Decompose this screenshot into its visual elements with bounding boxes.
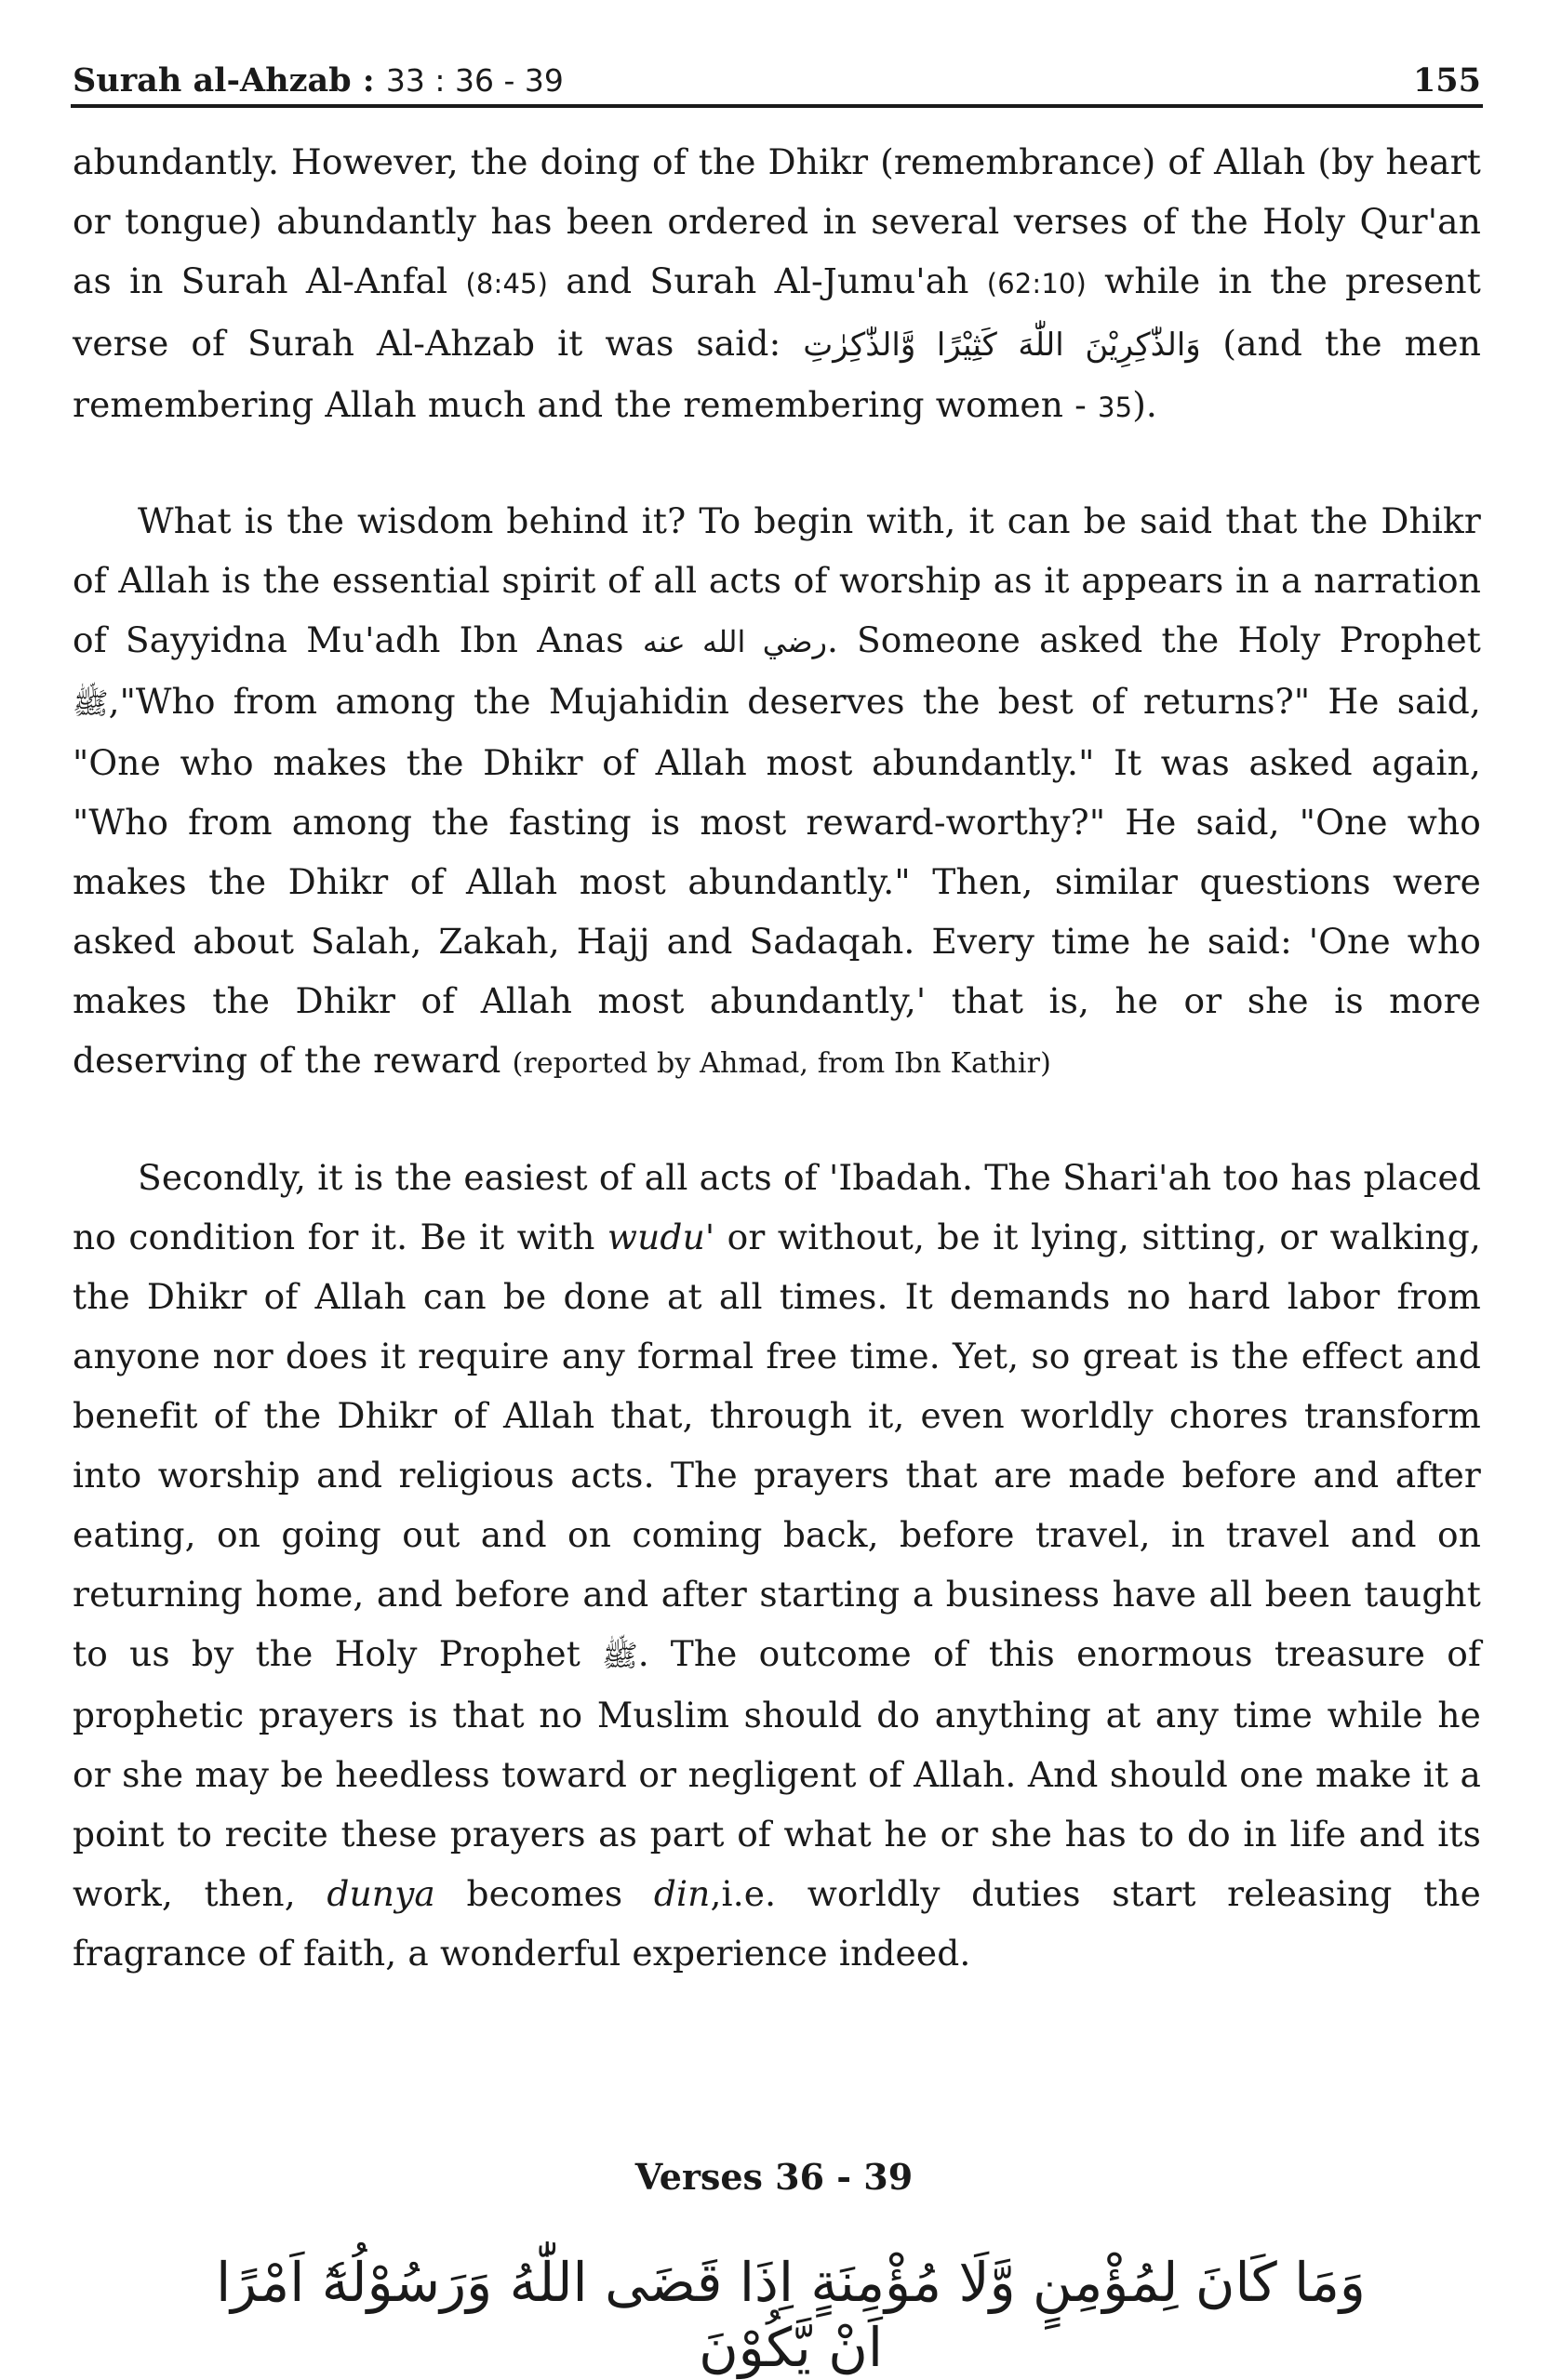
verse-ref: (62:10) bbox=[986, 268, 1087, 299]
paragraph-3 bbox=[73, 1148, 1481, 1983]
text-run: becomes bbox=[434, 1873, 654, 1914]
running-header bbox=[73, 43, 1481, 99]
arabic-verse: وَمَا كَانَ لِمُؤْمِنٍ وَّلَا مُؤْمِنَةٍ اِذَا قَضَى اللّٰهُ وَرَسُوْلُهٗٓ اَمْرًا اَنْ يَّكُوْنَ bbox=[216, 2251, 1366, 2379]
verse-reference: 33 : 36 - 39 bbox=[385, 61, 564, 99]
italic-term: dunya bbox=[327, 1873, 435, 1914]
text-run: ,i.e. worldly duties start releasing the fragrance of faith, a wonderful experience indeed. bbox=[73, 1873, 1481, 1974]
honorific-ligature: ﷺ bbox=[602, 1638, 638, 1673]
text-run: while in the present verse of Surah Al-Ahzab it was said: bbox=[73, 260, 1481, 364]
verse-ref: (8:45) bbox=[465, 268, 549, 299]
text-run: ,"Who from among the Mujahidin deserves the best of returns?" He said, "One who makes the Dhikr of Allah most abundantly." It was asked again, "Who from among the fasting is most reward-worthy?" He said, "One who makes the Dhikr of Allah most abundantly." Then, similar questions were asked about Salah, Zakah, Hajj and Sadaqah. Every time he said: 'One who makes the Dhikr of Allah most abundantly,' that is, he or she is more deserving of the reward bbox=[73, 681, 1481, 1081]
paragraph-2 bbox=[73, 491, 1481, 1094]
text-run: abundantly. However, the doing of the Dhikr (remembrance) of Allah (by heart or tongue) abundantly has been ordered in several verses of the Holy Qur'an as in Surah Al-Anfal bbox=[73, 141, 1481, 301]
text-run: and Surah Al-Jumu'ah bbox=[548, 260, 987, 301]
italic-term: wudu' bbox=[607, 1217, 715, 1257]
header-rule bbox=[71, 104, 1483, 108]
surah-title: Surah al-Ahzab bbox=[73, 60, 352, 100]
text-run: or without, be it lying, sitting, or walking, the Dhikr of Allah can be done at all times. It demands no hard labor from anyone nor does it require any formal free time. Yet, so great is the effect and benefit of the Dhikr of Allah that, through it, even worldly chores transform into worship and religious acts. The prayers that are made before and after eating, on going out and on coming back, before travel, in travel and on returning home, and before and after starting a business have all been taught to us by the Holy Prophet bbox=[73, 1217, 1481, 1674]
header-left bbox=[73, 60, 564, 100]
text-run: ). bbox=[1132, 384, 1157, 425]
text-run: . Someone asked the Holy Prophet bbox=[827, 619, 1482, 660]
italic-term: din bbox=[653, 1873, 711, 1914]
verse-ref: 35 bbox=[1098, 392, 1133, 423]
citation: (reported by Ahmad, from Ibn Kathir) bbox=[512, 1047, 1051, 1080]
paragraph-1 bbox=[73, 132, 1481, 437]
honorific-ligature: ﷺ bbox=[73, 685, 109, 721]
text-run: Secondly, it is the easiest of all acts of 'Ibadah. The Shari'ah too has placed no condition for it. Be it with bbox=[73, 1157, 1481, 1257]
text-run: . The outcome of this enormous treasure of prophetic prayers is that no Muslim should do anything at any time while he or she may be heedless toward or negligent of Allah. And should one make it a point to recite these prayers as part of what he or she has to do in life and its work, then, bbox=[73, 1633, 1481, 1914]
text-run: (and the men remembering Allah much and the remembering women - bbox=[73, 323, 1482, 425]
body-text bbox=[73, 132, 1481, 1983]
honorific-ligature: رضي الله عنه bbox=[642, 624, 827, 659]
page-number: 155 bbox=[1412, 60, 1481, 100]
header-separator: : bbox=[362, 60, 375, 100]
arabic-quote: وَالذّٰكِرِيْنَ اللّٰهَ كَثِيْرًا وَّالذّٰكِرٰتِ bbox=[803, 326, 1201, 364]
text-run: What is the wisdom behind it? To begin with, it can be said that the Dhikr of Allah is the essential spirit of all acts of worship as it appears in a narration of Sayyidna Mu'adh Ibn Anas bbox=[73, 500, 1481, 660]
section-heading: Verses 36 - 39 bbox=[634, 2156, 914, 2198]
